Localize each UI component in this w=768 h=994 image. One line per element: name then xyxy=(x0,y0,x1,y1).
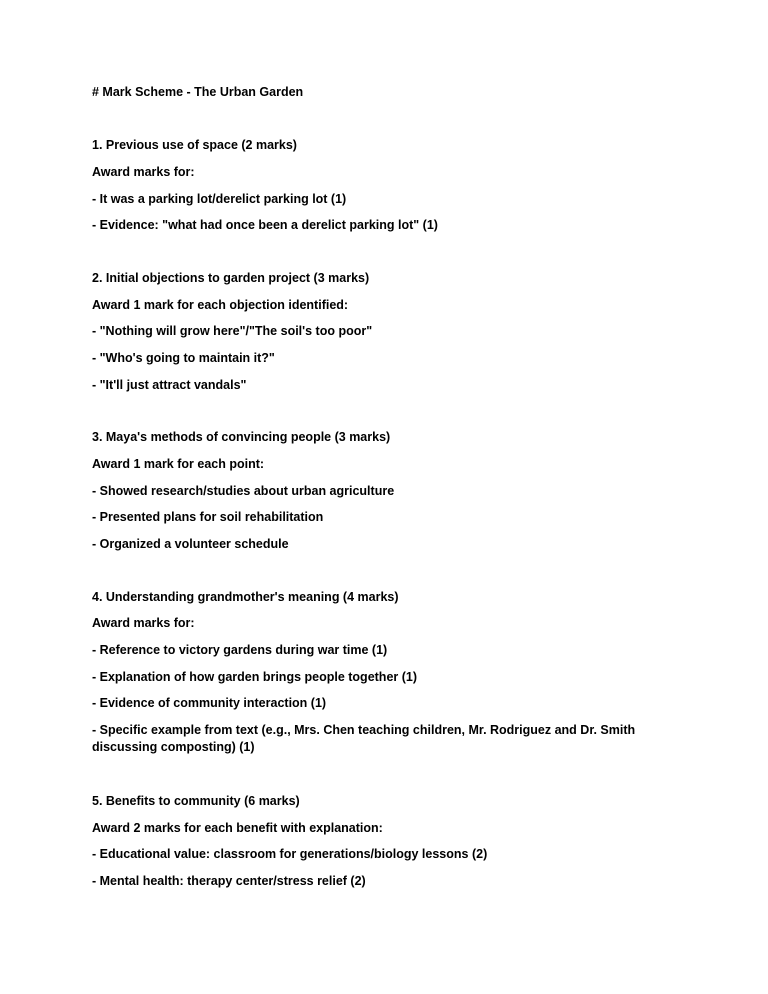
question-1-point: - It was a parking lot/derelict parking lot (1) xyxy=(92,192,347,206)
question-3-instruction: Award 1 mark for each point: xyxy=(92,457,265,471)
question-5-point: - Educational value: classroom for generations/biology lessons (2) xyxy=(92,847,488,861)
question-4-point: - Reference to victory gardens during war time (1) xyxy=(92,643,388,657)
question-3-point: - Presented plans for soil rehabilitation xyxy=(92,510,324,524)
question-5-instruction: Award 2 marks for each benefit with explanation: xyxy=(92,821,383,835)
question-4-point: - Explanation of how garden brings people together (1) xyxy=(92,670,418,684)
question-2-instruction: Award 1 mark for each objection identified: xyxy=(92,298,349,312)
question-3-point: - Organized a volunteer schedule xyxy=(92,537,289,551)
question-1-instruction: Award marks for: xyxy=(92,165,195,179)
question-4-point: - Evidence of community interaction (1) xyxy=(92,696,327,710)
question-4-instruction: Award marks for: xyxy=(92,616,195,630)
question-2-point: - "Nothing will grow here"/"The soil's too poor" xyxy=(92,324,373,338)
question-2-point: - "It'll just attract vandals" xyxy=(92,378,247,392)
question-2-point: - "Who's going to maintain it?" xyxy=(92,351,275,365)
question-1-point: - Evidence: "what had once been a derelict parking lot" (1) xyxy=(92,218,438,232)
question-4-point: - Specific example from text (e.g., Mrs. Chen teaching children, Mr. Rodriguez and Dr. Smith discussing composting) (1) xyxy=(92,723,636,754)
question-5-heading: 5. Benefits to community (6 marks) xyxy=(92,794,300,808)
question-2-heading: 2. Initial objections to garden project (3 marks) xyxy=(92,271,370,285)
question-3-point: - Showed research/studies about urban agriculture xyxy=(92,484,395,498)
question-1-heading: 1. Previous use of space (2 marks) xyxy=(92,138,297,152)
question-5-point: - Mental health: therapy center/stress relief (2) xyxy=(92,874,366,888)
document-title: # Mark Scheme - The Urban Garden xyxy=(92,85,304,99)
question-3-heading: 3. Maya's methods of convincing people (3 marks) xyxy=(92,430,391,444)
question-4-heading: 4. Understanding grandmother's meaning (4 marks) xyxy=(92,590,399,604)
